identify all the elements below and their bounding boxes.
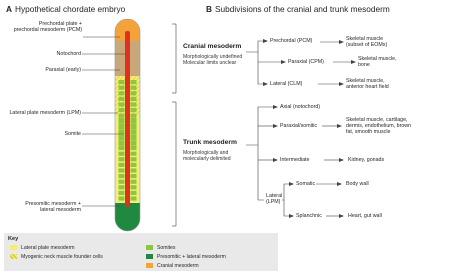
- somite-block: [119, 180, 125, 184]
- label-paraxial-early: Paraxial (early): [45, 67, 81, 73]
- somite-block: [131, 196, 137, 200]
- trunk-paraxial-fate-line3: fat, smooth muscle: [346, 129, 391, 136]
- somite-block: [131, 191, 137, 195]
- somite-block: [119, 168, 125, 172]
- label-pcm: [14, 21, 82, 33]
- panel-b-title-text: Subdivisions of the cranial and trunk mesoderm: [215, 4, 390, 14]
- trunk-intermediate: Intermediate: [280, 157, 310, 163]
- somite-block: [131, 102, 137, 106]
- somite-block: [119, 140, 125, 144]
- key-label-neck-founder: Myogenic neck muscle founder cells: [21, 254, 103, 260]
- somite-block: [131, 118, 137, 122]
- cranial-fate-cpm-line1: Skeletal muscle,: [358, 56, 397, 62]
- somite-block: [119, 129, 125, 133]
- trunk-paraxial: Paraxial/somitic: [280, 123, 318, 129]
- somite-block: [119, 185, 125, 189]
- label-psm: [25, 201, 81, 213]
- cranial-branch-pcm: Prechordal (PCM): [270, 38, 313, 44]
- cranial-branch-cpm: Paraxial (CPM): [288, 59, 324, 65]
- trunk-splanchnic: Splanchnic: [296, 213, 322, 219]
- cranial-fate-clm: [346, 78, 389, 90]
- somite-block: [119, 146, 125, 150]
- cranial-desc: [183, 54, 242, 66]
- trunk-somatic: Somatic: [296, 181, 316, 187]
- cranial-fate-cpm-line2: bone: [358, 62, 370, 69]
- label-psm-line1: Presomitic mesoderm +: [25, 201, 81, 207]
- trunk-paraxial-fate: [346, 117, 411, 135]
- trunk-title: Trunk mesoderm: [183, 139, 237, 146]
- key-swatch-cranial: [146, 263, 153, 268]
- cranial-fate-pcm-line2: (subset of EOMs): [346, 42, 388, 49]
- somite-block: [131, 157, 137, 161]
- cranial-fate-pcm: [346, 36, 387, 48]
- label-pcm-line1: Prechordal plate +: [38, 21, 82, 27]
- somite-block: [131, 91, 137, 95]
- cranial-fate-clm-line2: anterior heart field: [346, 84, 389, 91]
- trunk-desc-line2: molecularly delimited: [183, 156, 231, 162]
- key-label-somites: Somites: [157, 245, 176, 251]
- label-psm-line2: lateral mesoderm: [40, 207, 81, 214]
- key-label-lpm: Lateral plate mesoderm: [21, 245, 75, 251]
- trunk-lateral-line1: Lateral: [266, 193, 283, 199]
- somite-block: [119, 91, 125, 95]
- key-swatch-neck-founder: [10, 254, 17, 259]
- trunk-desc-line1: Morphologically and: [183, 150, 229, 156]
- somite-block: [131, 163, 137, 167]
- somite-block: [131, 185, 137, 189]
- somite-block: [119, 157, 125, 161]
- panel-a-letter: A: [6, 4, 12, 14]
- somite-block: [131, 80, 137, 84]
- somite-block: [119, 97, 125, 101]
- somite-block: [131, 129, 137, 133]
- trunk-somatic-fate: Body wall: [346, 181, 369, 187]
- somite-block: [131, 168, 137, 172]
- somite-block: [119, 102, 125, 106]
- key-swatch-somites: [146, 245, 153, 250]
- trunk-lateral-line2: (LPM): [266, 199, 281, 206]
- somite-block: [131, 174, 137, 178]
- key-swatch-psm: [146, 254, 153, 259]
- trunk-lateral: [266, 193, 282, 205]
- somite-block: [119, 163, 125, 167]
- somite-block: [131, 146, 137, 150]
- cranial-desc-line2: Molecular limits unclear: [183, 60, 237, 66]
- cranial-fate-pcm-line1: Skeletal muscle: [346, 36, 384, 42]
- somite-block: [119, 196, 125, 200]
- somite-block: [119, 86, 125, 90]
- key-label-psm: Presomitic + lateral mesoderm: [157, 254, 226, 260]
- somite-block: [131, 135, 137, 139]
- somite-block: [131, 108, 137, 112]
- panel-a-title-text: Hypothetical chordate embryo: [15, 4, 126, 14]
- somite-block: [119, 108, 125, 112]
- cranial-fate-cpm: [358, 56, 397, 68]
- trunk-intermediate-fate: Kidney, gonads: [348, 157, 385, 163]
- somite-block: [119, 191, 125, 195]
- key-label-cranial: Cranial mesoderm: [157, 263, 199, 269]
- key-box: [4, 233, 278, 271]
- somite-block: [119, 174, 125, 178]
- trunk-splanchnic-fate: Heart, gut wall: [348, 213, 382, 219]
- somite-block: [131, 124, 137, 128]
- somite-block: [119, 80, 125, 84]
- cranial-branch-clm: Lateral (CLM): [270, 81, 303, 87]
- somite-block: [131, 140, 137, 144]
- label-pcm-line2: prechordal mesoderm (PCM): [13, 27, 82, 34]
- somite-block: [119, 114, 125, 118]
- somite-block: [131, 152, 137, 156]
- panel-b-letter: B: [206, 4, 212, 14]
- somite-block: [131, 86, 137, 90]
- trunk-axial: Axial (notochord): [280, 104, 321, 110]
- key-swatch-lpm: [10, 245, 17, 250]
- key-title: Key: [8, 236, 19, 242]
- somite-block: [119, 135, 125, 139]
- cranial-title: Cranial mesoderm: [183, 43, 242, 50]
- trunk-paraxial-fate-line1: Skeletal muscle, cartilage,: [346, 117, 408, 123]
- somite-block: [131, 180, 137, 184]
- embryo-psm: [115, 203, 140, 231]
- embryo-notochord: [125, 31, 130, 207]
- somite-block: [119, 124, 125, 128]
- cranial-desc-line1: Morphologically undefined: [183, 54, 243, 60]
- label-notochord: Notochord: [56, 51, 81, 57]
- somite-block: [119, 152, 125, 156]
- label-somite: Somite: [64, 131, 81, 137]
- trunk-desc: [183, 150, 231, 162]
- somite-block: [119, 118, 125, 122]
- trunk-paraxial-fate-line2: dermis, endothelium, brown: [346, 123, 412, 130]
- cranial-trunk-brace: [172, 24, 176, 226]
- somite-block: [131, 114, 137, 118]
- somite-block: [131, 97, 137, 101]
- label-lpm: Lateral plate mesoderm (LPM): [9, 110, 81, 116]
- cranial-fate-clm-line1: Skeletal muscle,: [346, 78, 385, 84]
